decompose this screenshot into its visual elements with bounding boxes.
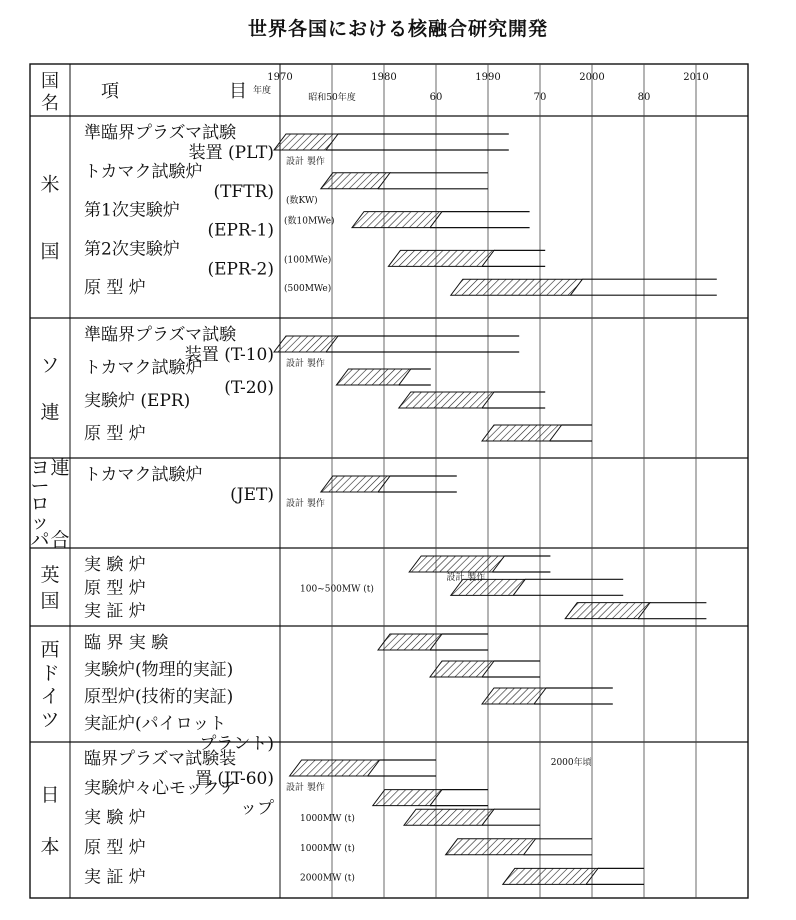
item-note: (数KW)	[286, 195, 318, 206]
item-label: 実験炉々心モックア	[84, 778, 237, 799]
design-bar	[409, 556, 504, 572]
header-item-1: 項	[101, 81, 119, 102]
country-label: 西	[40, 639, 60, 662]
item-label: 実験炉 (EPR)	[84, 391, 191, 411]
header-country-2: 名	[41, 93, 59, 114]
western-tick-label: 2000	[579, 72, 605, 83]
western-tick-label: 2010	[683, 72, 709, 83]
country-label: 米	[40, 173, 60, 196]
item-note: 設計 製作	[286, 157, 325, 167]
schedule-bars	[274, 134, 717, 884]
western-tick-label: 1990	[475, 72, 501, 83]
item-label: 原 型 炉	[84, 578, 146, 599]
header-year-unit: 年度	[252, 86, 272, 96]
design-bar	[482, 688, 546, 704]
country-label: ド	[40, 662, 60, 685]
country-label: ヨ	[30, 457, 50, 479]
design-bar	[290, 760, 380, 776]
item-label: (T-20)	[224, 378, 274, 398]
chart-title: 世界各国における核融合研究開発	[247, 18, 548, 40]
item-note: 1000MW (t)	[300, 814, 355, 825]
country-label: ツ	[40, 708, 60, 731]
item-label: 実 験 炉	[84, 555, 146, 575]
country-label: 連	[40, 401, 60, 424]
item-label: 実 証 炉	[84, 867, 146, 888]
item-label: 置 (JT-60)	[194, 769, 274, 789]
item-label: 原 型 炉	[84, 837, 146, 858]
design-bar	[503, 868, 598, 884]
item-note: 2000MW (t)	[300, 873, 355, 884]
country-label: 国	[40, 240, 60, 263]
design-bar	[373, 790, 442, 806]
design-bar	[430, 661, 494, 677]
item-label: 実 証 炉	[84, 601, 146, 622]
showa-tick-label: 60	[429, 92, 443, 103]
item-note: 設計 製作	[446, 573, 486, 583]
country-label: パ	[30, 529, 50, 551]
item-label: トカマク試験炉	[84, 358, 203, 378]
item-note: 設計 製作	[286, 783, 325, 793]
design-bar	[482, 425, 562, 441]
design-bar	[352, 212, 442, 228]
item-label: (JET)	[230, 485, 274, 505]
country-label: 国	[40, 590, 60, 612]
country-label: ー	[30, 475, 50, 497]
item-label: トカマク試験炉	[84, 465, 203, 485]
item-note: 設計 製作	[286, 499, 325, 509]
item-label: トカマク試験炉	[84, 161, 203, 182]
item-column	[84, 123, 274, 887]
header-item-2: 目	[229, 81, 247, 102]
country-label: ロ	[30, 493, 50, 515]
western-tick-label: 1980	[371, 72, 397, 83]
item-label: 実験炉(物理的実証)	[84, 660, 234, 680]
country-label: イ	[40, 685, 60, 708]
item-label: ップ	[240, 798, 274, 819]
item-label: 準臨界プラズマ試験	[84, 325, 237, 345]
country-label: 英	[40, 564, 60, 586]
country-label-right: 合	[50, 529, 70, 551]
item-label: (TFTR)	[213, 181, 274, 202]
country-column	[30, 173, 69, 858]
item-label: 原 型 炉	[84, 278, 146, 299]
design-bar	[274, 134, 338, 150]
item-label: (EPR-2)	[207, 259, 274, 280]
western-tick-label: 1970	[267, 72, 293, 83]
design-bar	[321, 173, 390, 189]
item-note: 設計 製作	[286, 359, 325, 369]
item-label: 第1次実験炉	[84, 200, 180, 221]
item-note: (500MWe)	[284, 284, 332, 295]
item-label: 実 験 炉	[84, 808, 146, 829]
item-label: (EPR-1)	[207, 220, 274, 241]
item-label: 実証炉(パイロット	[84, 714, 227, 734]
country-label-right: 連	[50, 457, 70, 479]
item-note: (100MWe)	[284, 255, 332, 266]
showa-label: 昭和50年度	[308, 93, 356, 103]
item-label: 原型炉(技術的実証)	[84, 687, 234, 707]
header-country-1: 国	[41, 71, 59, 92]
item-label: 装置 (T-10)	[184, 345, 274, 365]
item-label: プラント)	[199, 734, 274, 754]
design-bar	[451, 279, 583, 295]
showa-tick-label: 80	[637, 92, 651, 103]
item-note: 1000MW (t)	[300, 843, 355, 854]
item-label: 装置 (PLT)	[188, 143, 274, 163]
design-bar	[565, 603, 650, 619]
item-note: (数10MWe)	[284, 216, 335, 227]
item-label: 臨 界 実 験	[84, 633, 169, 653]
design-bar	[274, 336, 338, 352]
showa-tick-label: 70	[533, 92, 547, 103]
design-bar	[399, 392, 494, 408]
design-bar	[321, 476, 390, 492]
item-label: 第2次実験炉	[84, 239, 180, 260]
item-note: 100~500MW (t)	[300, 584, 374, 595]
country-label: 日	[40, 784, 60, 806]
country-label: ッ	[30, 511, 50, 533]
design-bar	[404, 809, 494, 825]
country-label: 本	[40, 836, 60, 858]
design-bar	[446, 839, 536, 855]
design-bar	[378, 634, 442, 650]
item-label: 原 型 炉	[84, 424, 146, 444]
item-note: 2000年頃	[550, 758, 592, 768]
item-label: 臨界プラズマ試験装	[84, 749, 237, 769]
item-label: 準臨界プラズマ試験	[84, 123, 237, 143]
design-bar	[336, 369, 410, 385]
design-bar	[388, 250, 494, 266]
country-label: ソ	[40, 354, 60, 377]
